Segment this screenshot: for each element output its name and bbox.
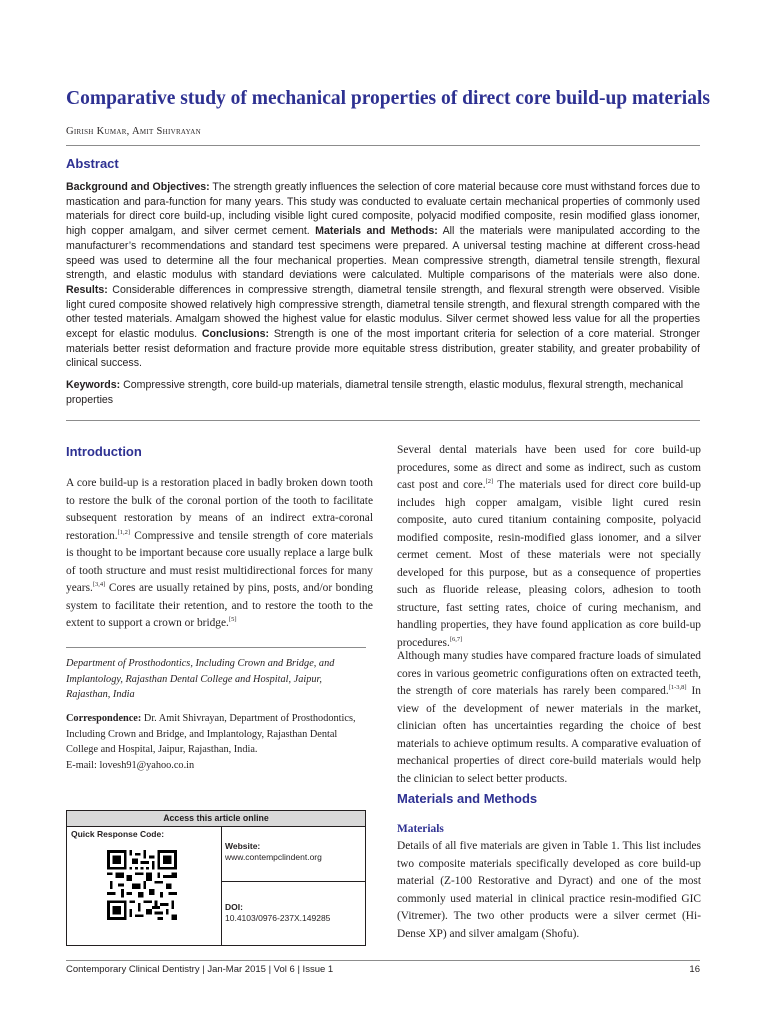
citation: [2] xyxy=(485,478,494,486)
access-header: Access this article online xyxy=(67,811,365,827)
right-text-3: Although many studies have compared fracture loads of simulated cores in various geometric configurations often on extracted teeth, the strength of core materials has rarely been compared. xyxy=(397,650,701,697)
correspondence xyxy=(66,711,366,773)
right-paragraph-1 xyxy=(397,442,701,652)
website-label: Website: xyxy=(225,841,261,851)
abstract-body xyxy=(66,180,700,371)
doi-label: DOI: xyxy=(225,902,243,912)
abstract-conclusions-label: Conclusions: xyxy=(201,328,270,341)
abstract-results-label: Results: xyxy=(66,283,108,296)
citation: [6,7] xyxy=(449,635,463,643)
article-title: Comparative study of mechanical properties of direct core build-up materials xyxy=(66,88,710,109)
keywords-label: Keywords: xyxy=(66,379,121,391)
materials-methods-heading: Materials and Methods xyxy=(397,791,538,806)
qr-code-icon[interactable] xyxy=(107,850,177,920)
abstract-conclusions-text: Strength is one of the most important criteria for selection of a core material. Stronger materials better resist deformation and fracture provide more equitable stress distribution, greater stability, and greater probability of clinical success. xyxy=(66,328,701,370)
qr-label: Quick Response Code: xyxy=(71,829,165,839)
divider xyxy=(66,420,700,421)
info-cell xyxy=(221,826,365,945)
doi-row xyxy=(221,882,365,924)
divider xyxy=(66,647,366,648)
footer-divider xyxy=(66,960,700,961)
divider xyxy=(66,145,700,146)
right-text-4: In view of the development of newer materials in the market, clinician often has uncertainties regarding the choice of best materials to achieve optimum results. A comparative evaluation of mechanical properties of direct core-build materials would help the clinician to select better products. xyxy=(397,685,701,785)
correspondence-text: Dr. Amit Shivrayan, Department of Prosthodontics, Including Crown and Bridge, and Implantology, Rajasthan Dental College and Hospital, Jaipur, Rajasthan, India. xyxy=(66,713,356,755)
abstract-mm-text: All the materials were manipulated according to the manufacturer’s recommendations and standard test specimens were prepared. A universal testing machine at different cross-head speed was used to determine all the four mechanical properties. Mean compressive strength, diametral tensile strength, flexural strength, and elastic modulus with standard deviations were calculated. Multiple comparisons of the materials were also done. xyxy=(66,225,700,282)
right-paragraph-2 xyxy=(397,648,701,788)
affiliation: Department of Prosthodontics, Including Crown and Bridge, and Implantology, Rajasthan Dental College and Hospital, Jaipur, Rajasthan, India xyxy=(66,658,335,700)
introduction-heading: Introduction xyxy=(66,444,142,459)
citation: [3,4] xyxy=(92,581,106,589)
qr-cell xyxy=(67,826,222,945)
email[interactable]: E-mail: lovesh91@yahoo.co.in xyxy=(66,759,195,771)
page-number: 16 xyxy=(689,964,700,975)
abstract-results-text: Considerable differences in compressive strength, diametral tensile strength, and flexural strength were observed. Visible light cured composite showed relatively high compressive strength, diametral tensile strength, and flexural strength compared with the other tested materials. Amalgam showed the highest value for elastic modulus. Silver cermet showed less value for all the properties except for elastic modulus. xyxy=(66,283,700,341)
doi-link[interactable]: 10.4103/0976-237X.149285 xyxy=(225,913,331,923)
right-text-1: Several dental materials have been used for core build-up procedures, some as direct and some as indirect, such as custom cast post and core. xyxy=(397,444,701,491)
introduction-paragraph xyxy=(66,475,373,633)
citation: [5] xyxy=(228,616,237,624)
intro-text-2: Compressive and tensile strength of core materials is thought to be important because core usually replace a large bulk of tooth structure and must resist multidirectional forces for many years. xyxy=(66,529,373,594)
intro-text-3: Cores are usually retained by pins, posts, and/or bonding system to facilitate their retention, and to restore the tooth to the extent to support a crown or bridge. xyxy=(66,582,373,629)
authors: Girish Kumar, Amit Shivrayan xyxy=(66,126,201,137)
footer-journal: Contemporary Clinical Dentistry | Jan-Mar 2015 | Vol 6 | Issue 1 xyxy=(66,964,334,975)
abstract-bg-text: The strength greatly influences the selection of core material because core must withstand forces due to mastication and para-function for many years. This study was conducted to evaluate certain mechanical properties of commonly used materials for direct core build-up, including visible light cured composite, polyacid modified composite, resin modified glass ionomer, high copper amalgam, and silver cermet cement. xyxy=(66,181,700,238)
correspondence-label: Correspondence: xyxy=(66,713,142,724)
website-row xyxy=(221,826,365,882)
intro-text-1: A core build-up is a restoration placed in badly broken down tooth to restore the bulk of the coronal portion of the tooth to facilitate subsequent restoration by means of an indirect extra-coronal restoration. xyxy=(66,477,373,542)
abstract-bg-label: Background and Objectives: xyxy=(66,181,210,193)
access-article-box xyxy=(66,810,366,946)
website-link[interactable]: www.contempclindent.org xyxy=(225,852,322,862)
keywords xyxy=(66,378,700,407)
abstract-heading: Abstract xyxy=(66,156,119,171)
abstract-mm-label: Materials and Methods: xyxy=(315,225,438,238)
citation: [1,2] xyxy=(117,528,131,536)
right-text-2: The materials used for direct core build-up includes high copper amalgam, visible light cured resin composite, auto cured titanium containing composite, polyacid modified composite, resin-modified glass ionomer, and a silver cermet cement. Most of these materials were not specially developed for this purpose, but as a consequence of properties such as fluoride release, pleasing colors, adhesion to tooth structure, fast setting rates, choice of curing mechanism, and handling properties, they have found application as core build-up procedures. xyxy=(397,479,701,649)
citation: [1-3,8] xyxy=(668,684,687,692)
keywords-text: Compressive strength, core build-up materials, diametral tensile strength, elastic modulus, flexural strength, mechanical properties xyxy=(66,379,684,406)
materials-subheading: Materials xyxy=(397,823,444,835)
materials-paragraph: Details of all five materials are given in Table 1. This list includes two composite materials specifically developed as core build-up material (Z-100 Restorative and Dyract) and one of the most commonly used material in clinical practice resin-modified GIC (Vitremer). The two other products were a silver cermet (Hi-Dense XP) and silver amalgam (Shofu). xyxy=(397,840,701,940)
